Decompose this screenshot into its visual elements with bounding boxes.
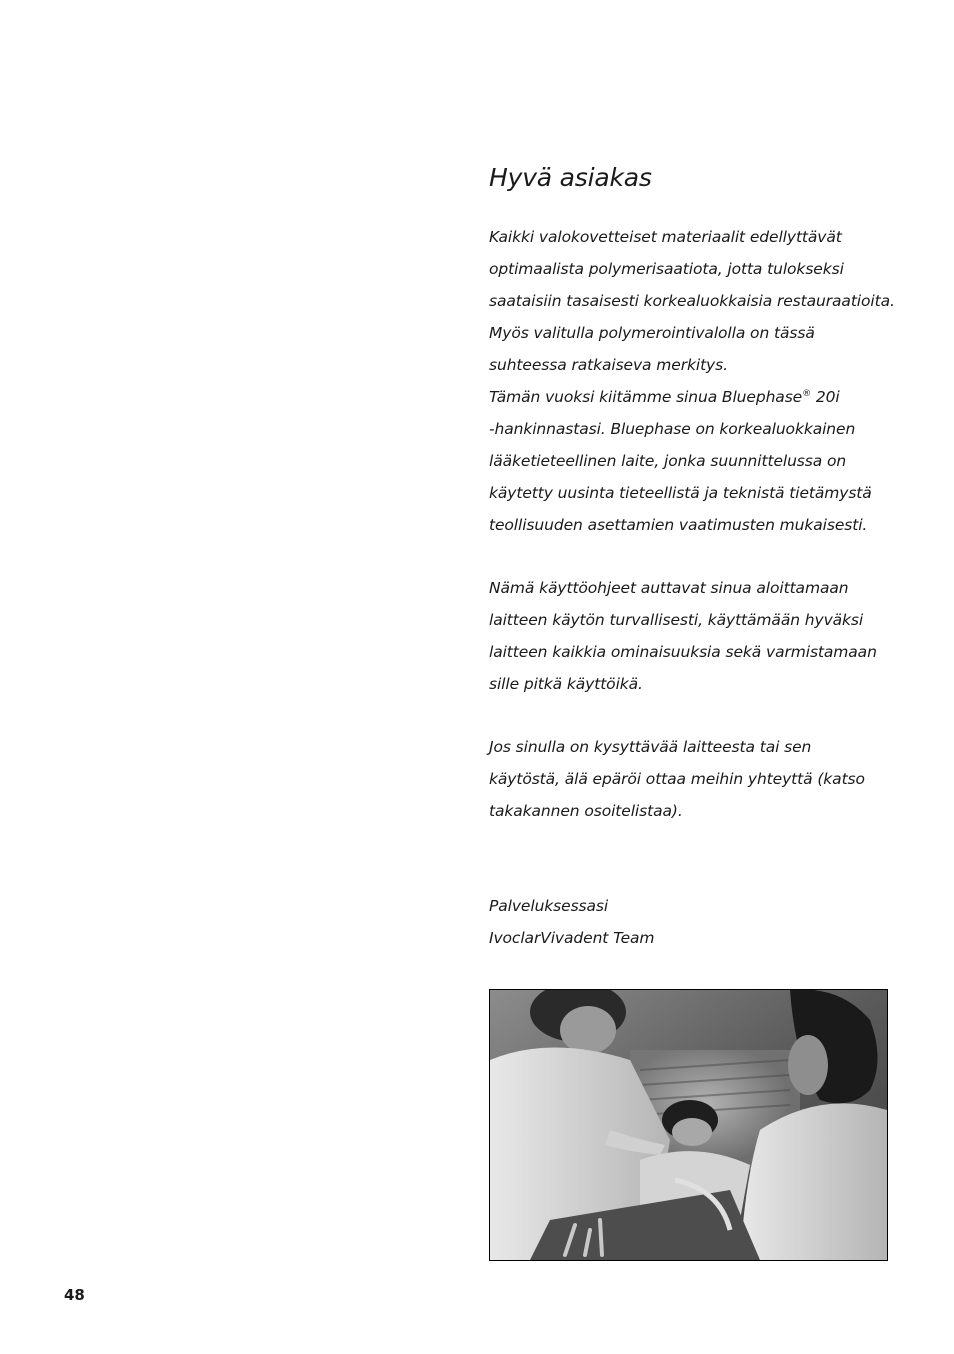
text-line: -hankinnastasi. Bluephase on korkealuokkainen xyxy=(489,420,856,438)
text-line: laitteen kaikkia ominaisuuksia sekä varmistamaan xyxy=(489,643,877,661)
thanks-line xyxy=(489,381,899,413)
signature-team: IvoclarVivadent Team xyxy=(489,929,655,947)
intro-paragraph xyxy=(489,221,899,541)
text-line: Jos sinulla on kysyttävää laitteesta tai sen xyxy=(489,738,812,756)
text-line: laitteen käytön turvallisesti, käyttämään hyväksi xyxy=(489,611,864,629)
signature xyxy=(489,890,899,954)
registered-mark: ® xyxy=(802,389,812,399)
text-line: saataisiin tasaisesti korkealuokkaisia restauraatioita. xyxy=(489,292,895,310)
text-line: lääketieteellinen laite, jonka suunnittelussa on xyxy=(489,452,847,470)
contact-paragraph xyxy=(489,731,899,827)
model-text: 20i xyxy=(811,388,840,406)
text-line: käytetty uusinta tieteellistä ja teknistä tietämystä xyxy=(489,484,872,502)
page-number: 48 xyxy=(64,1286,85,1304)
photo-graphic xyxy=(490,990,887,1260)
text-line: teollisuuden asettamien vaatimusten mukaisesti. xyxy=(489,516,868,534)
text-line: Myös valitulla polymerointivalolla on tässä xyxy=(489,324,815,342)
page-title: Hyvä asiakas xyxy=(489,163,652,192)
text-line: Nämä käyttöohjeet auttavat sinua aloittamaan xyxy=(489,579,849,597)
text-line: takakannen osoitelistaa). xyxy=(489,802,683,820)
text-line: optimaalista polymerisaatiota, jotta tulokseksi xyxy=(489,260,844,278)
text-line: sille pitkä käyttöikä. xyxy=(489,675,643,693)
signature-greeting: Palveluksessasi xyxy=(489,897,609,915)
text-line: käytöstä, älä epäröi ottaa meihin yhteyttä (katso xyxy=(489,770,865,788)
text-line: Kaikki valokovetteiset materiaalit edellyttävät xyxy=(489,228,842,246)
instructions-paragraph xyxy=(489,572,899,700)
text-line: suhteessa ratkaiseva merkitys. xyxy=(489,356,728,374)
dental-treatment-photo xyxy=(489,989,888,1261)
thanks-text: Tämän vuoksi kiitämme sinua Bluephase xyxy=(489,388,803,406)
